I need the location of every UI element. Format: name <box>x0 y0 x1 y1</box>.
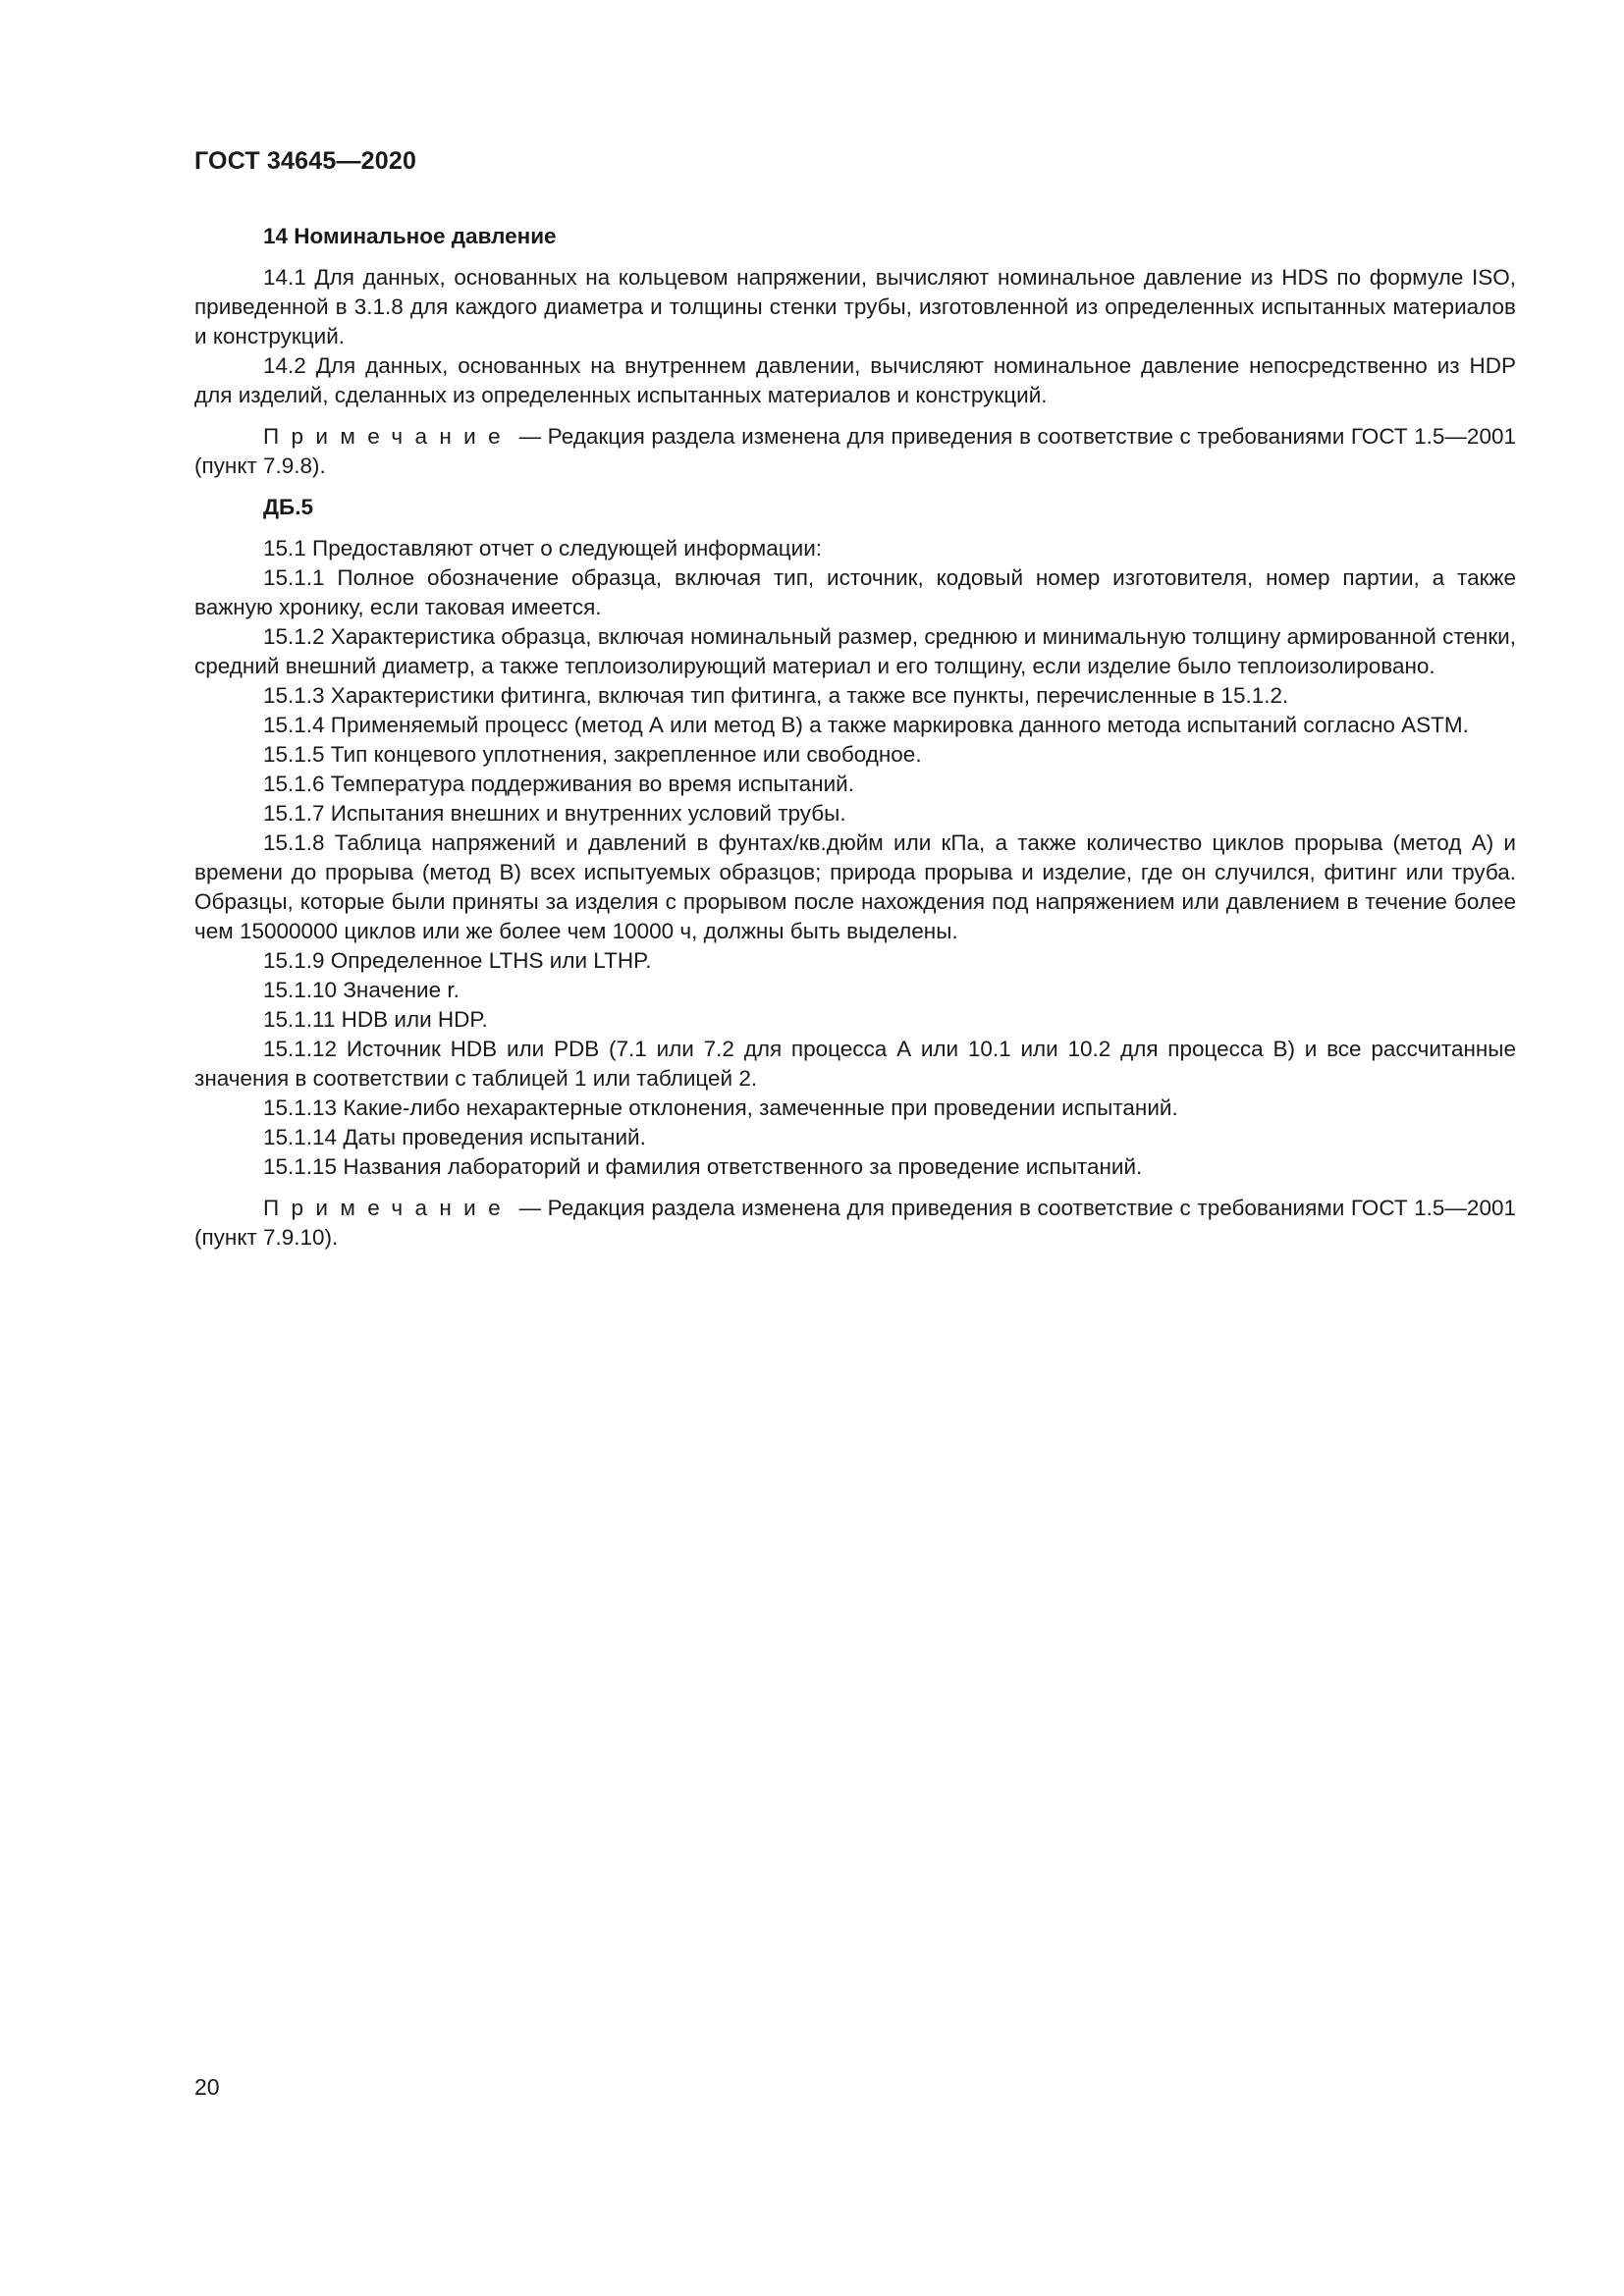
document-body <box>194 222 1516 1253</box>
note-label: Примечание <box>263 424 513 449</box>
paragraph-15-1-7: 15.1.7 Испытания внешних и внутренних условий трубы. <box>263 801 846 826</box>
section-14-heading: 14 Номинальное давление <box>263 224 557 248</box>
page-number: 20 <box>194 2074 220 2100</box>
section-15-heading: ДБ.5 <box>263 495 313 519</box>
paragraph-15-1-13: 15.1.13 Какие-либо нехарактерные отклонения, замеченные при проведении испытаний. <box>263 1095 1178 1120</box>
paragraph-15-1-1: 15.1.1 Полное обозначение образца, включая тип, источник, кодовый номер изготовителя, номер партии, а также важную хронику, если таковая имеется. <box>194 565 1516 619</box>
paragraph-15-1: 15.1 Предоставляют отчет о следующей информации: <box>263 536 823 561</box>
paragraph-15-1-3: 15.1.3 Характеристики фитинга, включая тип фитинга, а также все пункты, перечисленные в 15.1.2. <box>263 683 1289 708</box>
paragraph-15-1-4: 15.1.4 Применяемый процесс (метод А или метод В) а также маркировка данного метода испытаний согласно ASTM. <box>263 713 1469 737</box>
paragraph-14-1: 14.1 Для данных, основанных на кольцевом напряжении, вычисляют номинальное давление из HDS по формуле ISO, приведенной в 3.1.8 для каждого диаметра и толщины стенки трубы, изготовленной из определенных испытанных материалов и конструкций. <box>194 265 1516 348</box>
paragraph-15-1-11: 15.1.11 HDB или HDP. <box>263 1007 488 1032</box>
paragraph-15-1-5: 15.1.5 Тип концевого уплотнения, закрепленное или свободное. <box>263 742 922 767</box>
paragraph-15-1-2: 15.1.2 Характеристика образца, включая номинальный размер, среднюю и минимальную толщину армированной стенки, средний внешний диаметр, а также теплоизолирующий материал и его толщину, если изделие было теплоизолировано. <box>194 624 1516 678</box>
note-text: — Редакция раздела изменена для приведения в соответствие с требованиями ГОСТ 1.5—2001 (пункт 7.9.10). <box>194 1196 1516 1250</box>
paragraph-15-1-15: 15.1.15 Названия лабораторий и фамилия ответственного за проведение испытаний. <box>263 1154 1143 1179</box>
paragraph-15-1-8: 15.1.8 Таблица напряжений и давлений в фунтах/кв.дюйм или кПа, а также количество циклов прорыва (метод А) и времени до прорыва (метод В) всех испытуемых образцов; природа прорыва и изделие, где он случился, фитинг или труба. Образцы, которые были приняты за изделия с прорывом после нахождения под напряжением или давлением в течение более чем 15000000 циклов или же более чем 10000 ч, должны быть выделены. <box>194 830 1516 943</box>
note-label: Примечание <box>263 1196 513 1220</box>
paragraph-15-1-6: 15.1.6 Температура поддерживания во время испытаний. <box>263 772 854 796</box>
note-15 <box>194 1194 1516 1253</box>
note-text: — Редакция раздела изменена для приведения в соответствие с требованиями ГОСТ 1.5—2001 (пункт 7.9.8). <box>194 424 1516 478</box>
paragraph-15-1-14: 15.1.14 Даты проведения испытаний. <box>263 1125 646 1149</box>
paragraph-14-2: 14.2 Для данных, основанных на внутреннем давлении, вычисляют номинальное давление непосредственно из HDP для изделий, сделанных из определенных испытанных материалов и конструкций. <box>194 353 1516 407</box>
paragraph-15-1-12: 15.1.12 Источник HDB или PDB (7.1 или 7.2 для процесса А или 10.1 или 10.2 для процесса В) и все рассчитанные значения в соответствии с таблицей 1 или таблицей 2. <box>194 1037 1516 1091</box>
paragraph-15-1-9: 15.1.9 Определенное LTHS или LTHP. <box>263 948 652 973</box>
paragraph-15-1-10: 15.1.10 Значение r. <box>263 978 460 1002</box>
document-header: ГОСТ 34645—2020 <box>194 147 417 175</box>
note-14 <box>194 422 1516 481</box>
